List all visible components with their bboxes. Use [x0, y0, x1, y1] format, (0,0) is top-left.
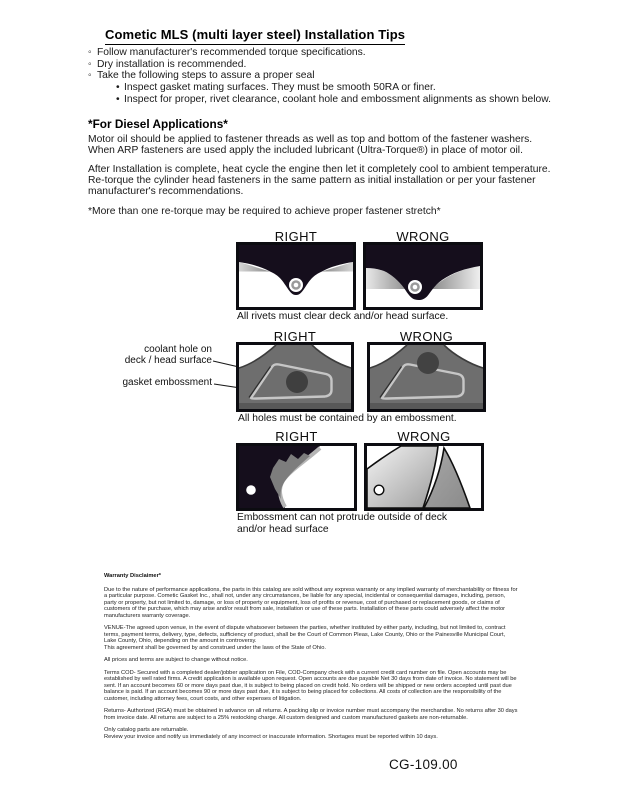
disclaimer-paragraph: All prices and terms are subject to change without notice.	[104, 657, 248, 663]
page-title: Cometic MLS (multi layer steel) Installation Tips	[105, 27, 405, 45]
right-label: RIGHT	[274, 229, 318, 244]
tip-item	[88, 59, 568, 71]
row2-caption: All holes must be contained by an embossment.	[238, 413, 457, 424]
tip-text: Inspect for proper, rivet clearance, coolant hole and embossment alignments as shown below.	[124, 93, 551, 105]
diesel-paragraph-2: After Installation is complete, heat cycle the engine then let it completely cool to ambient temperature. Re-torque the cylinder head fasteners in the same pattern as initial installation or per your fastener manufacturer's recommendations.	[88, 164, 551, 197]
row1-caption: All rivets must clear deck and/or head surface.	[237, 311, 449, 322]
coolant-hole-wrong-diagram	[367, 342, 486, 412]
retorque-note: *More than one re-torque may be required to achieve proper fastener stretch*	[88, 206, 441, 217]
tip-text: Follow manufacturer's recommended torque specifications.	[97, 47, 366, 58]
coolant-hole-label: coolant hole on deck / head surface	[124, 344, 212, 366]
embossment-right-diagram	[236, 443, 357, 511]
bullet-icon: ◦	[88, 58, 92, 70]
tip-item	[88, 70, 568, 82]
wrong-label: WRONG	[399, 329, 454, 344]
warranty-disclaimer	[104, 573, 518, 746]
bullet-icon: ◦	[88, 47, 92, 58]
disclaimer-paragraph: Due to the nature of performance applications, the parts in this catalog are sold without any express warranty or any implied warranty of merchantability or fitness for a particular purpose. Cometic Gasket Inc., shall not, under any circumstances, be liable for any special, incidental or consequential damages, including, person, party or property, but not limited to, damage, or loss of property or equipment, loss of profits or revenue, cost of purchased or replacement goods, or claims of customers of the purchase, which may arise and/or result from sale, installation or use of these parts. Installation of these parts could adversely affect the motor manufacturers warranty coverage.	[104, 586, 518, 619]
tip-text: Take the following steps to assure a proper seal	[97, 70, 315, 82]
disclaimer-paragraph: Review your invoice and notify us immediately of any incorrect or inaccurate information. Shortages must be reported within 10 days.	[104, 733, 438, 740]
wrong-label: WRONG	[397, 429, 451, 444]
page-code: CG-109.00	[389, 757, 458, 772]
bullet-icon: ◦	[88, 70, 92, 82]
disclaimer-paragraph: Terms COD- Secured with a completed dealer/jobber application on File, COD-Company check with a current credit card number on file. Open accounts may be established by well rated firms. A credit application is available upon request. Open accounts are due payable Net 30 days from date of invoice. No statement will be sent. If an account becomes 60 or more days past due, it is subject to being placed on credit hold. No orders will be shipped or new orders accepted until past due balance is paid. If an account becomes 90 or more days past due, it is subject to being placed for collections. All costs of collection are the responsibility of the customer, including attorney fees, court costs, and other expenses of litigation.	[104, 669, 517, 702]
disclaimer-heading: Warranty Disclaimer*	[104, 573, 162, 579]
right-label: RIGHT	[273, 329, 317, 344]
row3-caption: Embossment can not protrude outside of deck and/or head surface	[237, 512, 448, 535]
disclaimer-paragraph: Only catalog parts are returnable.	[104, 727, 189, 733]
installation-tips-list	[88, 47, 568, 106]
tip-item-sub	[88, 94, 568, 106]
tip-text: Inspect gasket mating surfaces. They must be smooth 50RA or finer.	[124, 82, 436, 94]
embossment-wrong-diagram	[364, 443, 484, 511]
bullet-icon: •	[116, 82, 120, 94]
rivet-right-diagram	[236, 242, 356, 310]
right-label: RIGHT	[275, 429, 318, 444]
rivet-wrong-diagram	[363, 242, 483, 310]
diesel-heading: *For Diesel Applications*	[88, 117, 228, 131]
coolant-hole-right-diagram	[236, 342, 354, 412]
diesel-paragraph-1: Motor oil should be applied to fastener threads as well as top and bottom of the fastener washers. When ARP fasteners are used apply the included lubricant (Ultra-Torque®) in place of motor oil.	[88, 134, 533, 156]
disclaimer-paragraph: Returns- Authorized (RGA) must be obtained in advance on all returns. A packing slip or invoice number must accompany the merchandise. No returns after 30 days from invoice date. All returns are subject to a 25% restocking charge. All custom designed and custom manufactured gaskets are non-returnable.	[104, 708, 518, 721]
embossment-label: gasket embossment	[122, 377, 212, 388]
bullet-icon: •	[116, 93, 120, 105]
disclaimer-paragraph: VENUE-The agreed upon venue, in the event of dispute whatsoever between the parties, whether instituted by either party, including, but not limited to, contract terms, payment terms, delivery, type, defects, sufficiency of product, shall be the Court of Common Pleas, Lake County, Ohio or the Painesville Municipal Court, Lake County, Ohio, depending on the amount in controversy.	[104, 625, 506, 644]
tip-text: Dry installation is recommended.	[97, 58, 247, 70]
tip-item-sub	[88, 82, 568, 94]
disclaimer-paragraph: This agreement shall be governed by and construed under the laws of the State of Ohio.	[104, 644, 326, 651]
tip-item	[88, 47, 568, 59]
wrong-label: WRONG	[396, 229, 450, 244]
